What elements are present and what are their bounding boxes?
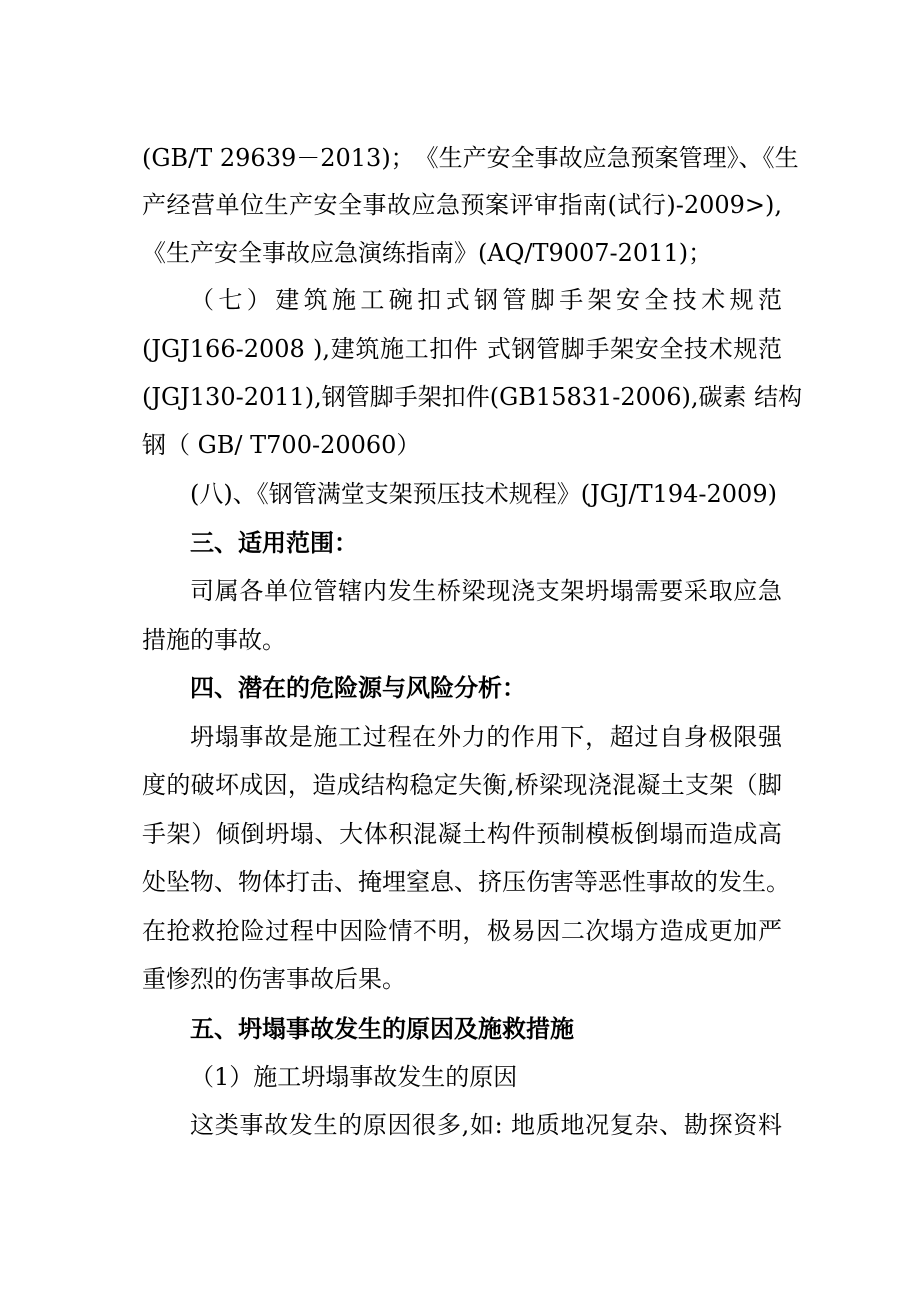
text-line: 司属各单位管辖内发生桥梁现浇支架坍塌需要采取应急 <box>190 577 782 605</box>
text-line: 钢（ GB/ T700-20060） <box>142 431 421 459</box>
text-line: (JGJ130-2011),钢管脚手架扣件(GB15831-2006),碳素 结构 <box>142 383 803 411</box>
text-line: 手架）倾倒坍塌、大体积混凝土构件预制模板倒塌而造成高 <box>142 820 782 848</box>
text-line: 处坠物、物体打击、掩埋窒息、挤压伤害等恶性事故的发生。 <box>142 868 790 896</box>
text-line: 坍塌事故是施工过程在外力的作用下，超过自身极限强 <box>190 723 782 751</box>
text-line: （七）建筑施工碗扣式钢管脚手架安全技术规范 <box>190 286 782 314</box>
subsection-heading: （1）施工坍塌事故发生的原因 <box>190 1063 518 1091</box>
text-line: (GB/T 29639－2013)； 《生产安全事故应急预案管理》、《生 <box>142 144 799 172</box>
text-line: 度的破坏成因，造成结构稳定失衡,桥梁现浇混凝土支架（脚 <box>142 771 782 799</box>
section-heading: 三、适用范围： <box>190 528 358 557</box>
section-heading: 四、潜在的危险源与风险分析： <box>190 673 526 702</box>
text-line: 在抢救抢险过程中因险情不明，极易因二次塌方造成更加严 <box>142 917 782 945</box>
text-line: 重惨烈的伤害事故后果。 <box>142 965 406 993</box>
text-line: 《生产安全事故应急演练指南》(AQ/T9007-2011)； <box>142 239 713 267</box>
section-heading: 五、坍塌事故发生的原因及施救措施 <box>190 1014 574 1043</box>
text-line: 这类事故发生的原因很多,如: 地质地况复杂、勘探资料 <box>190 1111 782 1139</box>
text-line: (八)、《钢管满堂支架预压技术规程》(JGJ/T194-2009) <box>190 480 777 508</box>
text-line: (JGJ166-2008 ),建筑施工扣件 式钢管脚手架安全技术规范 <box>142 335 782 363</box>
text-line: 措施的事故。 <box>142 626 286 654</box>
text-line: 产经营单位生产安全事故应急预案评审指南(试行)-2009>), <box>142 191 782 219</box>
